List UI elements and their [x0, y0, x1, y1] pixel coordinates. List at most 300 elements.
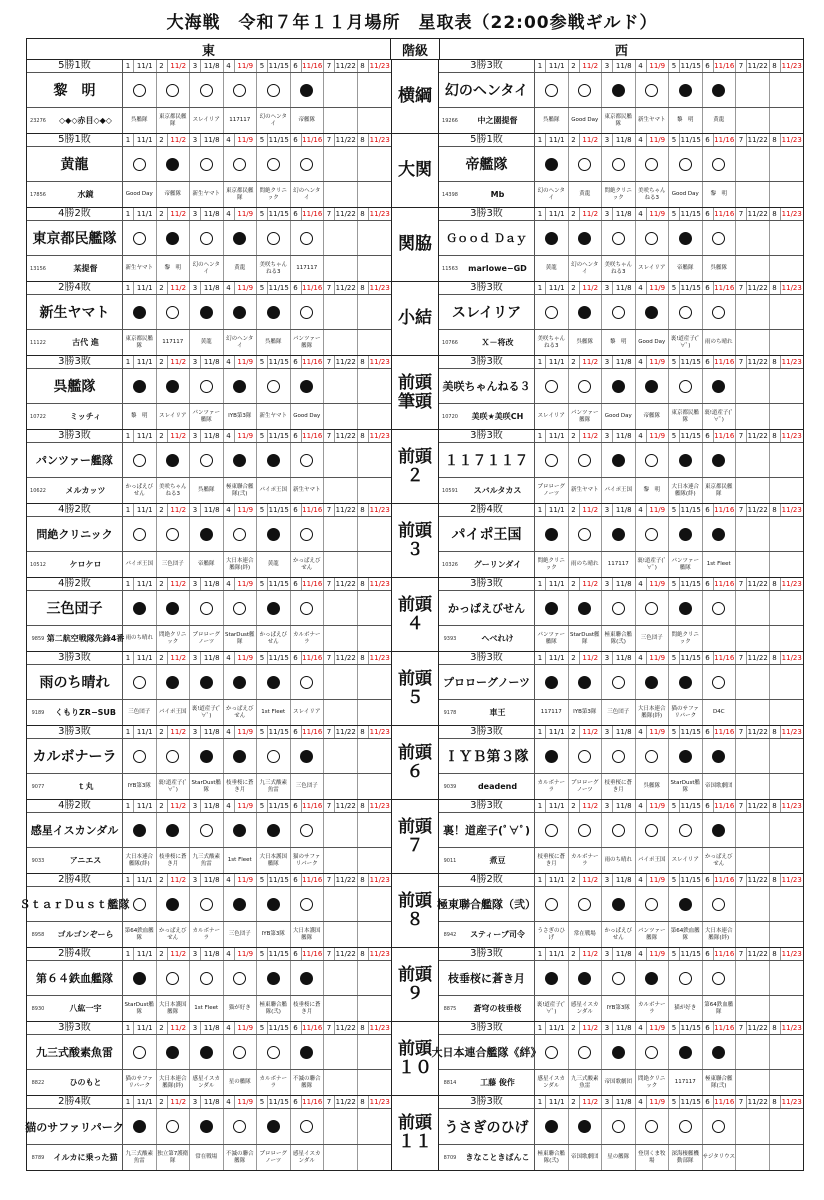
day-number: 5 [669, 134, 680, 146]
day-date: 11/15 [680, 728, 701, 736]
day-number: 3 [602, 208, 613, 220]
day-number: 6 [291, 208, 302, 220]
guild-name[interactable]: パイポ王国 [439, 517, 535, 551]
schedule-day [535, 430, 569, 442]
day-date: 11/23 [781, 802, 802, 810]
day-date: 11/1 [136, 358, 153, 366]
day-date: 11/1 [548, 358, 565, 366]
schedule-day [257, 504, 291, 516]
opponent-name [324, 108, 358, 133]
results-row [27, 221, 391, 256]
day-date: 11/23 [781, 62, 802, 70]
schedule-day [569, 874, 603, 886]
day-number: 6 [703, 726, 714, 738]
schedule-day [291, 134, 325, 146]
win-mark-icon [645, 750, 658, 763]
opponent-name: プロローグノーツ [257, 1145, 291, 1170]
opponent-name [358, 922, 392, 947]
day-number: 3 [602, 948, 613, 960]
schedule-day [257, 208, 291, 220]
day-date: 11/8 [615, 62, 632, 70]
result-cell [569, 961, 603, 995]
day-date: 11/22 [747, 1024, 768, 1032]
loss-mark-icon [267, 454, 280, 467]
guild-name[interactable]: 雨のち晴れ [27, 665, 123, 699]
opponent-name: 感星イスカンダル [291, 1145, 325, 1170]
guild-name[interactable]: １１７１１７ [439, 443, 535, 477]
schedule-day [224, 208, 258, 220]
result-cell [224, 295, 258, 329]
schedule-day [358, 430, 392, 442]
opponent-name: 独立第7護衛隊 [157, 1145, 191, 1170]
schedule-day [324, 356, 358, 368]
day-number: 1 [123, 800, 134, 812]
day-date: 11/23 [369, 210, 390, 218]
schedule-row [27, 356, 391, 369]
loss-mark-icon [233, 676, 246, 689]
opponent-name: 猫のサファリパーク [669, 700, 703, 725]
result-cell [770, 221, 804, 255]
schedule-day [358, 578, 392, 590]
day-date: 11/16 [302, 1024, 323, 1032]
day-date: 11/22 [747, 506, 768, 514]
day-number: 6 [291, 1022, 302, 1034]
day-date: 11/16 [714, 654, 735, 662]
result-cell [324, 1035, 358, 1069]
loss-mark-icon [545, 1120, 558, 1133]
loss-mark-icon [267, 972, 280, 985]
day-date: 11/8 [615, 580, 632, 588]
day-number: 4 [636, 652, 647, 664]
guild-id: 9011 [443, 857, 457, 864]
loss-mark-icon [200, 528, 213, 541]
day-number: 6 [291, 282, 302, 294]
day-date: 11/23 [781, 1024, 802, 1032]
win-mark-icon [645, 528, 658, 541]
schedule-day [535, 208, 569, 220]
guild-name[interactable]: 黎 明 [27, 73, 123, 107]
results-row [439, 73, 803, 108]
result-cell [703, 887, 737, 921]
schedule-day [669, 134, 703, 146]
result-cell [291, 147, 325, 181]
schedule-day [569, 1022, 603, 1034]
result-cell [569, 665, 603, 699]
guild-name[interactable]: 問絶クリニック [27, 517, 123, 551]
schedule-day [770, 652, 804, 664]
day-number: 3 [190, 874, 201, 886]
opponent-name: 問絶クリニック [257, 182, 291, 207]
guild-name[interactable]: 第６４鉄血艦隊 [27, 961, 123, 995]
guild-name[interactable]: 黄龍 [27, 147, 123, 181]
opponent-name [324, 182, 358, 207]
schedule-day [291, 356, 325, 368]
guild-name[interactable]: 東京都民艦隊 [27, 221, 123, 255]
result-cell [736, 739, 770, 773]
result-cell [669, 295, 703, 329]
result-cell [358, 147, 392, 181]
schedule-day [190, 60, 224, 72]
result-cell [669, 1109, 703, 1144]
guild-name[interactable]: 呉艦隊 [27, 369, 123, 403]
day-number: 7 [324, 800, 335, 812]
opponent-name: 新生ヤマト [569, 478, 603, 503]
schedule-day [257, 800, 291, 812]
day-number: 1 [123, 208, 134, 220]
day-date: 11/16 [714, 358, 735, 366]
result-cell [736, 73, 770, 107]
result-cell [123, 369, 157, 403]
schedule-day [291, 1096, 325, 1108]
opponent-name: かっぱえびせん [157, 922, 191, 947]
guild-name[interactable]: スレイリア [439, 295, 535, 329]
guild-name[interactable]: 三色団子 [27, 591, 123, 625]
player-name: deadend [461, 774, 535, 799]
guild-name[interactable]: 大日本連合艦隊《絆》 [439, 1035, 535, 1069]
day-date: 11/2 [170, 1024, 187, 1032]
opponent-name: 深海棲艦機動部隊 [669, 1145, 703, 1170]
day-number: 4 [224, 1022, 235, 1034]
day-number: 1 [535, 282, 546, 294]
win-mark-icon [267, 158, 280, 171]
opponent-name: StarDust艦隊 [123, 996, 157, 1021]
guild-name[interactable]: 感星イスカンダル [27, 813, 123, 847]
result-cell [358, 961, 392, 995]
opponent-name: 117117 [602, 552, 636, 577]
opponent-name [324, 552, 358, 577]
guild-name[interactable]: Ｇｏｏｄ Ｄａｙ [439, 221, 535, 255]
results-row [27, 73, 391, 108]
guild-name[interactable]: 九三式酸素魚雷 [27, 1035, 123, 1069]
guild-name[interactable]: うさぎのひげ [439, 1109, 535, 1144]
opponent-name: パンツァー艦隊 [535, 626, 569, 651]
day-number: 7 [736, 282, 747, 294]
guild-name[interactable]: プロローグノーツ [439, 665, 535, 699]
results-row [27, 517, 391, 552]
rank-label: 前頭 ８ [392, 874, 439, 947]
result-cell [602, 73, 636, 107]
opponent-name: 帝艦隊 [669, 256, 703, 281]
result-cell [535, 739, 569, 773]
day-number: 5 [257, 1096, 268, 1108]
schedule-day [770, 504, 804, 516]
guild-name[interactable]: 猫のサファリパーク [27, 1109, 123, 1144]
opponent-name: 星の艦隊 [224, 1070, 258, 1095]
opponent-name [324, 626, 358, 651]
win-mark-icon [166, 84, 179, 97]
opponent-name [770, 478, 804, 503]
result-cell [703, 961, 737, 995]
loss-mark-icon [166, 602, 179, 615]
day-date: 11/22 [335, 876, 356, 884]
guild-id: 17856 [30, 191, 46, 198]
guild-name[interactable]: 裏！道産子(ﾟ∀ﾟ) [439, 813, 535, 847]
win-mark-icon [267, 380, 280, 393]
opponent-name: 1st Fleet [190, 996, 224, 1021]
opponent-name: 黎 明 [703, 182, 737, 207]
loss-mark-icon [545, 602, 558, 615]
schedule-row [439, 652, 803, 665]
schedule-day [669, 800, 703, 812]
day-date: 11/2 [582, 802, 599, 810]
result-cell [324, 887, 358, 921]
win-mark-icon [679, 972, 692, 985]
rank-label: 前頭 ６ [392, 726, 439, 799]
day-number: 8 [770, 652, 781, 664]
player-name: くもりZR−SUB [49, 700, 123, 725]
day-date: 11/8 [615, 136, 632, 144]
result-cell [602, 665, 636, 699]
day-number: 5 [257, 134, 268, 146]
opponents-row [27, 108, 391, 133]
win-loss-record: 4勝2敗 [439, 874, 535, 886]
day-number: 1 [123, 1022, 134, 1034]
win-loss-record: 3勝3敗 [27, 1022, 123, 1034]
rank-row [27, 208, 803, 282]
win-mark-icon [200, 454, 213, 467]
win-mark-icon [679, 380, 692, 393]
loss-mark-icon [679, 898, 692, 911]
guild-id: 9077 [31, 783, 45, 790]
day-number: 4 [224, 504, 235, 516]
day-number: 5 [669, 726, 680, 738]
guild-id: 14398 [442, 191, 458, 198]
schedule-day [569, 356, 603, 368]
opponent-name: 美咲ちゃんねる3 [535, 330, 569, 355]
opponent-name: 三色団子 [602, 700, 636, 725]
result-cell [736, 517, 770, 551]
guild-name[interactable]: 極東聯合艦隊（弐） [439, 887, 535, 921]
guild-name[interactable]: ＩＹＢ第３隊 [439, 739, 535, 773]
day-number: 1 [535, 356, 546, 368]
schedule-day [157, 430, 191, 442]
day-number: 2 [157, 430, 168, 442]
day-number: 3 [190, 1096, 201, 1108]
opponent-name: パンツァー艦隊 [569, 404, 603, 429]
win-mark-icon [545, 1046, 558, 1059]
loss-mark-icon [200, 676, 213, 689]
schedule-day [636, 356, 670, 368]
win-loss-record: 3勝3敗 [27, 652, 123, 664]
day-number: 1 [535, 948, 546, 960]
opponent-name: プロローグノーツ [569, 774, 603, 799]
schedule-day [157, 578, 191, 590]
opponent-name: 黄龍 [569, 182, 603, 207]
rank-label: 前頭 ５ [392, 652, 439, 725]
schedule-day [602, 1022, 636, 1034]
day-number: 2 [157, 652, 168, 664]
day-date: 11/16 [302, 136, 323, 144]
result-cell [358, 1109, 392, 1144]
opponent-name: 幻のヘンタイ [257, 108, 291, 133]
schedule-day [535, 652, 569, 664]
schedule-day [324, 578, 358, 590]
day-number: 4 [224, 430, 235, 442]
guild-name[interactable]: ＳｔａｒＤｕｓｔ艦隊 [27, 887, 123, 921]
opponent-name: カルボナーラ [190, 922, 224, 947]
player-name: 某提督 [49, 256, 123, 281]
opponent-name: スレイリア [157, 404, 191, 429]
schedule-day [636, 504, 670, 516]
rank-row [27, 652, 803, 726]
result-cell [602, 369, 636, 403]
schedule-day [535, 578, 569, 590]
day-date: 11/16 [302, 876, 323, 884]
opponent-name [770, 330, 804, 355]
day-number: 8 [770, 430, 781, 442]
result-cell [257, 295, 291, 329]
schedule-day [324, 430, 358, 442]
results-row [439, 295, 803, 330]
guild-name[interactable]: カルボナーラ [27, 739, 123, 773]
result-cell [669, 887, 703, 921]
opponent-name [736, 478, 770, 503]
result-cell [157, 739, 191, 773]
result-cell [669, 739, 703, 773]
result-cell [190, 147, 224, 181]
schedule-day [602, 1096, 636, 1108]
day-date: 11/22 [335, 62, 356, 70]
result-cell [324, 813, 358, 847]
day-number: 1 [123, 504, 134, 516]
guild-name[interactable]: 枝垂桜に蒼き月 [439, 961, 535, 995]
result-cell [736, 665, 770, 699]
result-cell [224, 443, 258, 477]
opponent-name [358, 404, 392, 429]
player-name: イルカに乗った猫 [49, 1145, 123, 1170]
guild-name[interactable]: パンツァー艦隊 [27, 443, 123, 477]
schedule-day [157, 356, 191, 368]
day-date: 11/23 [781, 136, 802, 144]
opponent-name: 感星イスカンダル [569, 996, 603, 1021]
result-cell [535, 369, 569, 403]
schedule-day [358, 874, 392, 886]
opponent-name [358, 996, 392, 1021]
win-mark-icon [267, 232, 280, 245]
opponent-name: 不滅の聯合艦隊 [224, 1145, 258, 1170]
result-cell [669, 443, 703, 477]
opponent-name: パンツァー艦隊 [190, 404, 224, 429]
opponent-name: 第64鉄血艦隊 [669, 922, 703, 947]
loss-mark-icon [578, 602, 591, 615]
win-mark-icon [233, 528, 246, 541]
day-number: 2 [569, 578, 580, 590]
opponents-row [439, 922, 803, 947]
opponents-row [439, 552, 803, 577]
win-mark-icon [645, 824, 658, 837]
opponent-name: 大日本連合艦隊(絆) [224, 552, 258, 577]
guild-name[interactable]: 美咲ちゃんねる３ [439, 369, 535, 403]
day-date: 11/1 [548, 876, 565, 884]
player-name: 中之園提督 [461, 108, 535, 133]
result-cell [535, 665, 569, 699]
result-cell [602, 1035, 636, 1069]
day-date: 11/23 [781, 580, 802, 588]
loss-mark-icon [712, 1046, 725, 1059]
day-number: 4 [636, 430, 647, 442]
win-mark-icon [233, 84, 246, 97]
loss-mark-icon [612, 84, 625, 97]
schedule-day [703, 1096, 737, 1108]
day-number: 7 [736, 726, 747, 738]
result-cell [291, 1109, 325, 1144]
day-date: 11/16 [714, 876, 735, 884]
day-number: 7 [324, 1096, 335, 1108]
result-cell [123, 517, 157, 551]
day-date: 11/1 [548, 284, 565, 292]
schedule-row [439, 356, 803, 369]
day-date: 11/8 [203, 506, 220, 514]
opponent-name: かっぱえびせん [291, 552, 325, 577]
win-mark-icon [612, 158, 625, 171]
schedule-day [602, 652, 636, 664]
day-date: 11/8 [615, 432, 632, 440]
opponent-name: パンツァー艦隊 [636, 922, 670, 947]
schedule-day [703, 208, 737, 220]
day-date: 11/9 [237, 136, 254, 144]
schedule-day [636, 134, 670, 146]
schedule-day [703, 948, 737, 960]
opponent-name [324, 700, 358, 725]
player-name: 水鏡 [49, 182, 123, 207]
day-date: 11/15 [268, 506, 289, 514]
opponent-name: 裏!道産子(ﾟ∀ﾟ) [703, 404, 737, 429]
win-loss-record: 2勝4敗 [27, 1096, 123, 1108]
result-cell [569, 887, 603, 921]
day-date: 11/15 [680, 654, 701, 662]
day-number: 7 [324, 726, 335, 738]
guild-name[interactable]: 幻のヘンタイ [439, 73, 535, 107]
schedule-day [358, 726, 392, 738]
win-loss-record: 3勝3敗 [27, 430, 123, 442]
schedule-day [224, 726, 258, 738]
schedule-day [736, 1022, 770, 1034]
day-number: 1 [123, 134, 134, 146]
result-cell [770, 739, 804, 773]
result-cell [123, 665, 157, 699]
day-date: 11/8 [203, 876, 220, 884]
result-cell [123, 591, 157, 625]
result-cell [669, 221, 703, 255]
win-mark-icon [712, 898, 725, 911]
result-cell [736, 369, 770, 403]
result-cell [291, 1035, 325, 1069]
result-cell [770, 295, 804, 329]
result-cell [703, 369, 737, 403]
opponent-name: 問絶クリニック [636, 1070, 670, 1095]
day-number: 4 [224, 208, 235, 220]
guild-name[interactable]: かっぱえびせん [439, 591, 535, 625]
results-row [27, 369, 391, 404]
opponent-name [770, 182, 804, 207]
day-number: 7 [324, 1022, 335, 1034]
opponent-name [358, 1145, 392, 1170]
result-cell [636, 665, 670, 699]
day-number: 8 [770, 282, 781, 294]
schedule-day [324, 652, 358, 664]
opponent-name: 黄龍 [535, 256, 569, 281]
day-number: 6 [291, 60, 302, 72]
opponent-name [324, 922, 358, 947]
win-mark-icon [200, 232, 213, 245]
schedule-day [291, 208, 325, 220]
day-number: 1 [123, 948, 134, 960]
guild-name[interactable]: 新生ヤマト [27, 295, 123, 329]
guild-name[interactable]: 帝艦隊 [439, 147, 535, 181]
win-mark-icon [133, 898, 146, 911]
rank-label: 前頭 筆頭 [392, 356, 439, 429]
opponent-name: 極東聯合艦隊(弐) [224, 478, 258, 503]
